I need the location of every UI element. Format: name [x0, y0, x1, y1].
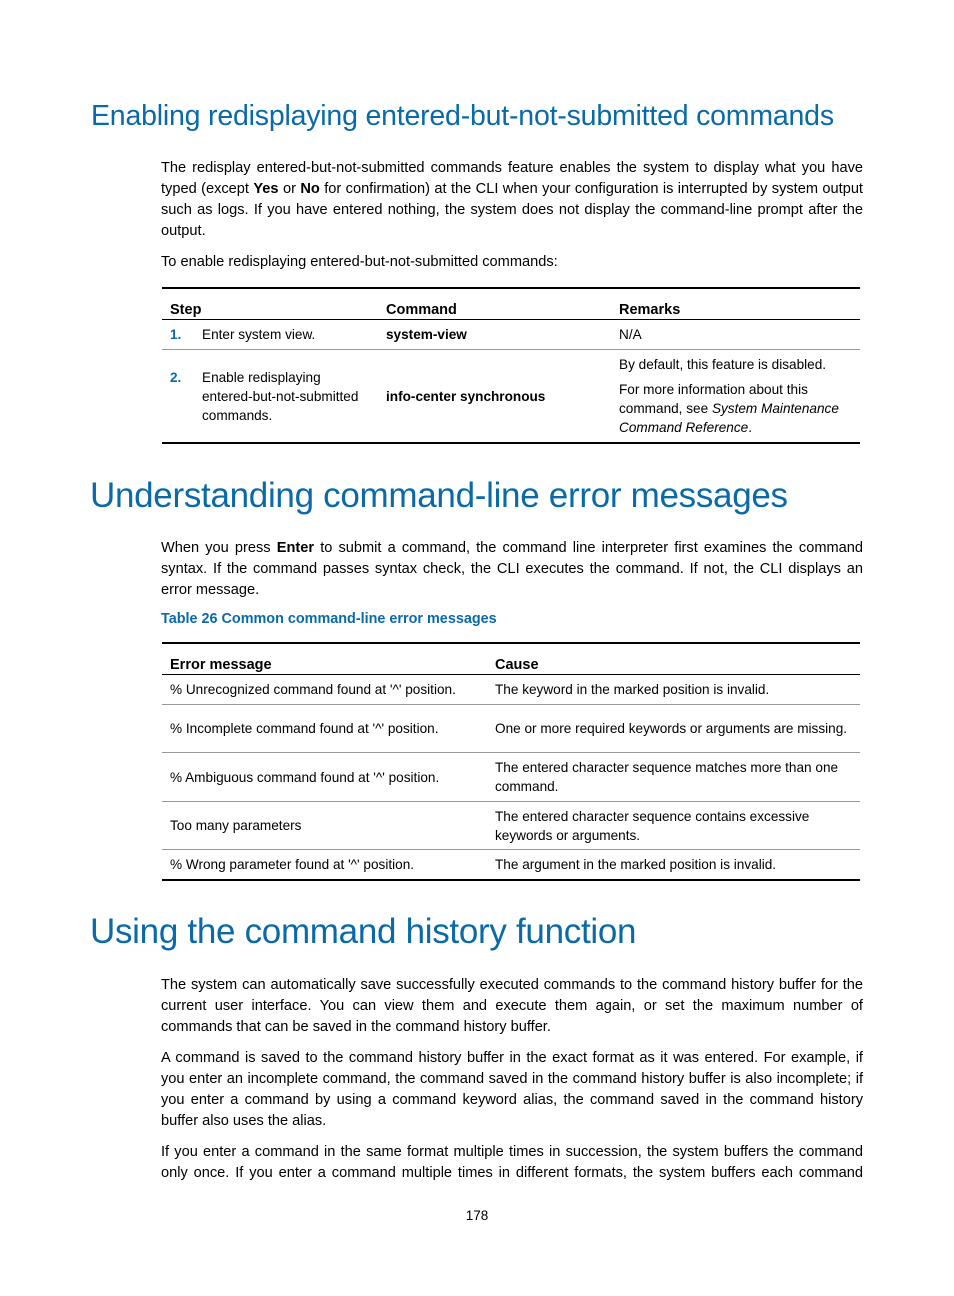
intro-paragraph: The redisplay entered-but-not-submitted commands feature enables the system to display what you have typed (except Yes or No for confirmation) at the CLI when your configuration is interrupted by system output such as logs. If you have entered nothing, the system does not display the command-line prompt after the output.: [161, 160, 863, 239]
command-cell: system-view: [378, 320, 611, 350]
cause-cell: The entered character sequence contains excessive keywords or arguments.: [487, 802, 860, 850]
header-cause: Cause: [487, 643, 860, 675]
error-message-cell: % Wrong parameter found at '^' position.: [170, 856, 415, 872]
reference-title: System Maintenance Command Reference: [619, 401, 839, 435]
header-error-message: Error message: [162, 643, 487, 675]
cause-cell: The entered character sequence matches more than one command.: [487, 753, 860, 802]
error-messages-table: [162, 642, 860, 881]
remark-more-info: For more information about this command, see System Maintenance Command Reference.: [619, 382, 839, 435]
error-message-cell: % Incomplete command found at '^' position.: [162, 705, 487, 753]
error-message-cell: % Ambiguous command found at '^' position.: [162, 753, 487, 802]
page-number: 178: [465, 1208, 489, 1223]
section-title-redisplay: Enabling redisplaying entered-but-not-submitted commands: [91, 100, 834, 132]
table-header-row: [162, 288, 860, 320]
error-message-cell: Too many parameters: [162, 802, 487, 850]
table-header-row: [162, 643, 860, 675]
section-title-error-messages: Understanding command-line error messages: [90, 476, 788, 515]
error-message-cell: % Unrecognized command found at '^' position.: [162, 675, 487, 705]
command-cell: info-center synchronous: [386, 388, 546, 404]
table-intro-paragraph: To enable redisplaying entered-but-not-submitted commands:: [161, 254, 558, 270]
table-row: [162, 850, 860, 880]
section-title-command-history: Using the command history function: [90, 912, 637, 951]
header-remarks: Remarks: [611, 288, 860, 320]
table-row: [162, 320, 860, 350]
remarks-cell: [611, 350, 860, 444]
table-row: [162, 802, 860, 850]
step-cell: [162, 320, 378, 350]
table-row: [162, 705, 860, 753]
history-paragraph-3: If you enter a command in the same format multiple times in succession, the system buffers the command only once. If you enter a command multiple times in different formats, the system buffers each command: [161, 1144, 863, 1181]
error-intro-paragraph: When you press Enter to submit a command, the command line interpreter first examines the command syntax. If the command passes syntax check, the CLI executes the command. If not, the CLI displays an error message.: [161, 540, 863, 598]
cause-cell: The argument in the marked position is invalid.: [495, 856, 777, 872]
header-command: Command: [378, 288, 611, 320]
step-number: 2.: [170, 369, 182, 385]
history-paragraph-2: A command is saved to the command history buffer in the exact format as it was entered. For example, if you enter an incomplete command, the command saved in the command history buffer is also incomplete; if you enter a command by using a command keyword alias, the command saved in the command history buffer also uses the alias.: [161, 1050, 863, 1129]
step-text: Enter system view.: [202, 327, 316, 342]
redisplay-steps-table: [162, 287, 860, 444]
history-paragraph-1: The system can automatically save successfully executed commands to the command history buffer for the current user interface. You can view them and execute them again, or set the maximum number of commands that can be saved in the command history buffer.: [161, 977, 863, 1035]
table-caption: Table 26 Common command-line error messages: [161, 611, 497, 627]
header-step: Step: [162, 288, 378, 320]
step-text: Enable redisplaying entered-but-not-submitted commands.: [202, 369, 359, 423]
table-row: [162, 753, 860, 802]
remark-default: By default, this feature is disabled.: [619, 357, 827, 372]
step-cell: [162, 350, 378, 444]
cause-cell: One or more required keywords or arguments are missing.: [487, 705, 860, 753]
table-row: [162, 350, 860, 444]
table-row: [162, 675, 860, 705]
cause-cell: The keyword in the marked position is invalid.: [487, 675, 860, 705]
step-number: 1.: [170, 327, 182, 342]
remarks-cell: N/A: [611, 320, 860, 350]
